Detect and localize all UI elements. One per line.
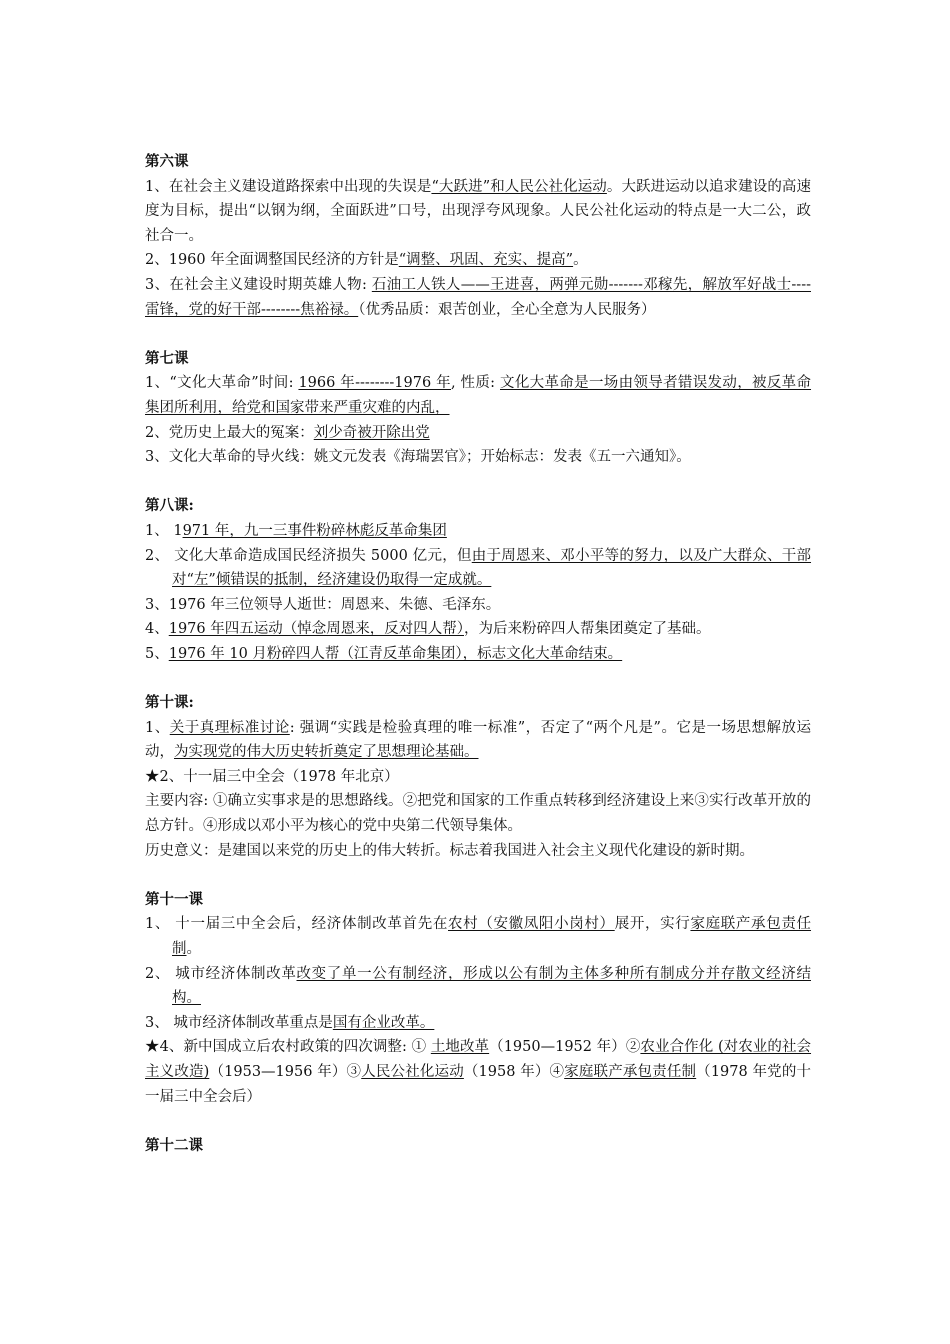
- key-point-text: 国有企业改革。: [332, 1014, 435, 1031]
- lesson-paragraph: [145, 273, 811, 322]
- body-text: 1、: [145, 719, 170, 736]
- lesson-paragraph: [145, 421, 811, 446]
- body-text: 4、: [145, 621, 169, 638]
- key-point-text: 由于周恩来、邓小平等的努力，以及广大群众、干部对“左”倾错误的抵制，经济建设仍取得一定成就。: [172, 547, 812, 589]
- lesson-paragraph: [145, 912, 811, 961]
- lesson-paragraph: [145, 1035, 811, 1109]
- body-text: 1、 1: [145, 522, 183, 539]
- body-text: 2、 城市经济体制改革: [145, 965, 297, 982]
- key-point-text: 家庭联产承包责任制: [172, 916, 812, 957]
- body-text: ★4、新中国成立后农村政策的四次调整: ①: [145, 1039, 431, 1056]
- lesson-paragraph: [145, 175, 811, 249]
- lesson-paragraph: [145, 839, 811, 864]
- key-point-text: “大跃进”和人民公社化运动: [431, 178, 607, 195]
- lesson-paragraph: [145, 962, 811, 1011]
- lesson-paragraph: [145, 519, 811, 544]
- lesson-paragraph: [145, 593, 811, 618]
- body-text: 3、文化大革命的导火线：姚文元发表《海瑞罢官》；开始标志：发表《五一六通知》。: [145, 449, 691, 466]
- body-text: 主要内容: ①确立实事求是的思想路线。②把党和国家的工作重点转移到经济建设上来③实行改革开放的总方针。④形成以邓小平为核心的党中央第二代领导集体。: [145, 793, 811, 835]
- body-text: 5、: [145, 645, 169, 662]
- lesson-heading: 第十一课: [145, 890, 203, 908]
- lesson-section: [145, 150, 811, 322]
- lesson-paragraph: [145, 642, 811, 667]
- body-text: 2、 文化大革命造成国民经济损失 5000 亿元，但: [145, 547, 472, 564]
- lesson-paragraph: [145, 716, 811, 765]
- body-text: : 强调“实践是检验真理的唯一标准”，否定了“两个凡是”。它是一场思想解放运动，: [145, 719, 811, 761]
- body-text: 2、1960 年全面调整国民经济的方针是: [145, 252, 399, 269]
- lesson-paragraph: [145, 445, 811, 470]
- body-text: ★2、十一届三中全会（1978 年北京）: [145, 768, 399, 785]
- lesson-section: [145, 691, 811, 863]
- lesson-heading: 第六课: [145, 153, 189, 170]
- body-text: 3、 城市经济体制改革重点是: [145, 1014, 333, 1031]
- body-text: 1、在社会主义建设道路探索中出现的失误是: [145, 178, 432, 195]
- lesson-section: [145, 347, 811, 470]
- body-text: （1978 年党的十一届三中全会后）: [145, 1063, 811, 1105]
- key-point-text: 农村（安徽凤阳小岗村）: [448, 916, 615, 933]
- key-point-text: 1976 年四五运动（悼念周恩来，反对四人帮）: [168, 621, 464, 638]
- lesson-paragraph: [145, 371, 811, 420]
- key-point-text: 文化大革命是一场由领导者错误发动，被反革命集团所利用，给党和国家带来严重灾难的内乱，: [145, 375, 812, 416]
- body-text: 1、“文化大革命”时间:: [145, 375, 299, 392]
- key-point-text: 关于真理标准讨论: [169, 719, 290, 736]
- key-point-text: 人民公社化运动: [361, 1063, 464, 1080]
- key-point-text: 家庭联产承包责任制: [564, 1063, 697, 1080]
- body-text: 。: [573, 252, 588, 269]
- key-point-text: “调整、巩固、充实、提高”: [398, 252, 574, 269]
- body-text: 。: [186, 941, 201, 957]
- body-text: 展开，实行: [614, 916, 691, 933]
- body-text: （1958 年）④: [463, 1063, 565, 1080]
- lesson-section: [145, 494, 811, 666]
- lesson-heading: 第七课: [145, 349, 189, 367]
- body-text: 3、在社会主义建设时期英雄人物:: [145, 276, 372, 293]
- lesson-heading: 第十二课: [145, 1136, 203, 1154]
- key-point-text: 1976 年 10 月粉碎四人帮（江青反革命集团），标志文化大革命结束。: [168, 645, 623, 662]
- key-point-text: 为实现党的伟大历史转折奠定了思想理论基础。: [174, 744, 479, 761]
- body-text: 1、 十一届三中全会后，经济体制改革首先在: [145, 916, 449, 933]
- key-point-text: 刘少奇被开除出党: [313, 424, 430, 441]
- key-point-text: 土地改革: [430, 1039, 490, 1056]
- document-body: [145, 150, 811, 1183]
- lesson-paragraph: [145, 248, 811, 273]
- key-point-text: 1966 年--------1976 年: [298, 375, 451, 392]
- body-text: 3、1976 年三位领导人逝世：周恩来、朱德、毛泽东。: [145, 596, 501, 613]
- body-text: 。大跃进运动以追求建设的高速度为目标，提出“以钢为纲，全面跃进”口号，出现浮夸风现象。人民公社化运动的特点是一大二公，政社合一。: [145, 178, 811, 244]
- key-point-text: 石油工人铁人——王进喜，两弹元勋-------邓稼先，解放军好战士----雷锋，党的好干部--------焦裕禄。: [145, 276, 811, 318]
- body-text: （1950—1952 年）②: [489, 1039, 641, 1056]
- lesson-paragraph: [145, 1011, 811, 1036]
- body-text: （优秀品质：艰苦创业，全心全意为人民服务）: [358, 301, 656, 318]
- body-text: , 性质:: [450, 375, 500, 392]
- lesson-paragraph: [145, 765, 811, 790]
- key-point-text: 改变了单一公有制经济，形成以公有制为主体多种所有制成分并存散文经济结构。: [172, 965, 811, 1007]
- body-text: 历史意义：是建国以来党的历史上的伟大转折。标志着我国进入社会主义现代化建设的新时期。: [145, 842, 754, 859]
- lesson-paragraph: [145, 617, 811, 642]
- key-point-text: 971 年，九一三事件粉碎林彪反革命集团: [182, 522, 447, 539]
- key-point-text: 农业合作化 (对农业的社会主义改造): [145, 1039, 812, 1080]
- body-text: 2、党历史上最大的冤案：: [145, 424, 314, 441]
- lesson-section: [145, 1134, 811, 1159]
- body-text: ，为后来粉碎四人帮集团奠定了基础。: [464, 621, 711, 638]
- lesson-paragraph: [145, 544, 811, 593]
- body-text: （1953—1956 年）③: [209, 1063, 362, 1080]
- lesson-section: [145, 888, 811, 1109]
- lesson-heading: 第十课:: [145, 694, 194, 712]
- lesson-paragraph: [145, 789, 811, 838]
- lesson-heading: 第八课:: [145, 497, 194, 515]
